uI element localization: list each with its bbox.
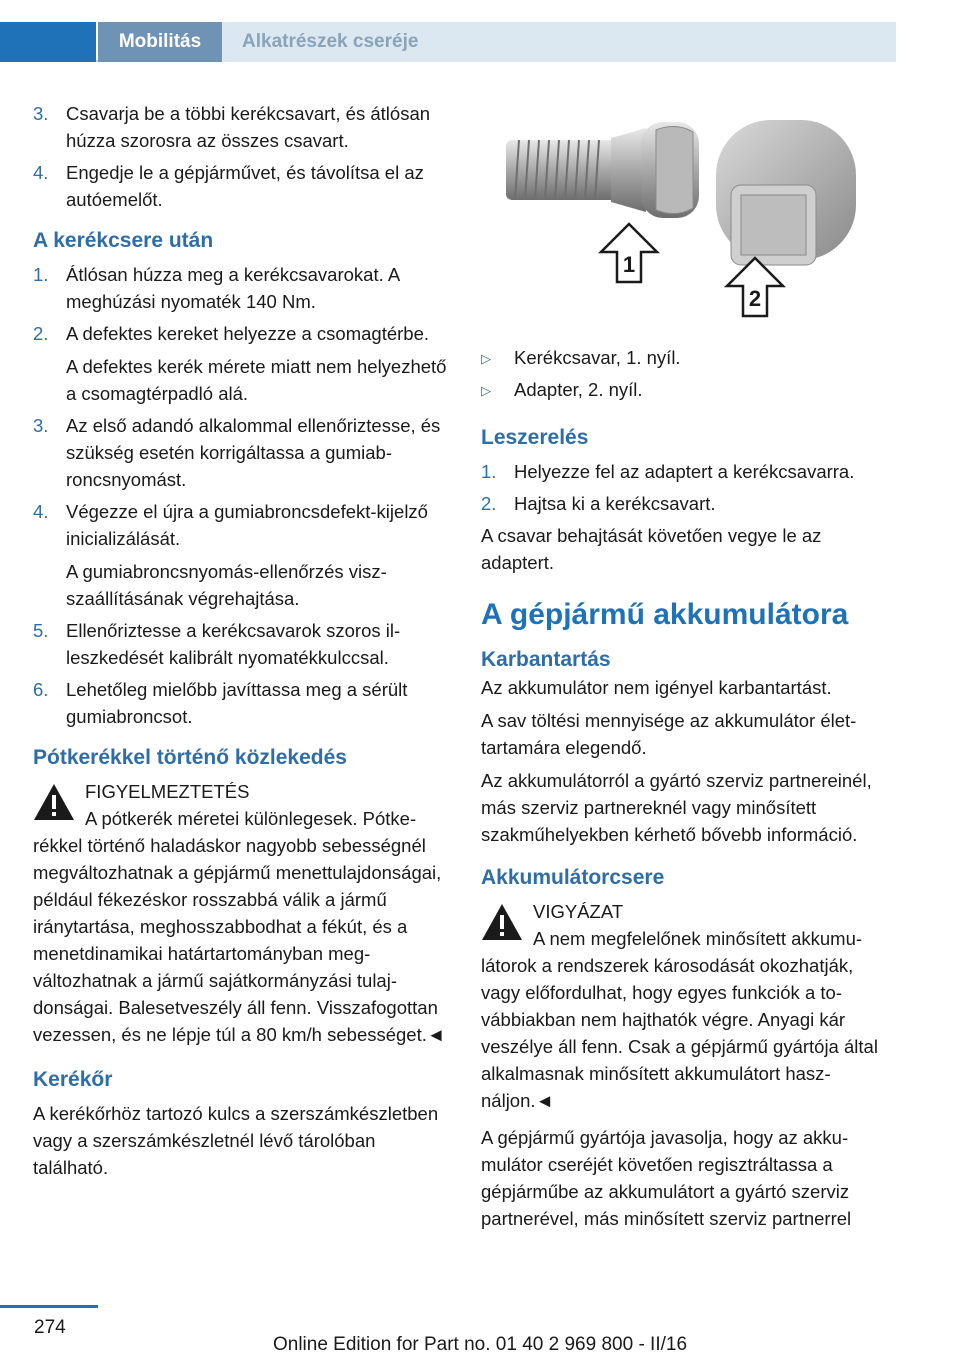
bullet-text: Adapter, 2. nyíl. <box>514 379 643 400</box>
step-text: Lehetőleg mielőbb javíttassa meg a sérült gumiabroncsot. <box>66 679 408 727</box>
bullet-triangle-icon: ▷ <box>481 351 491 366</box>
chapter-heading-battery: A gépjármű akkumulátora <box>481 598 849 631</box>
wheel-bolt-icon <box>506 122 699 218</box>
footer-edition <box>0 1334 960 1356</box>
step-text: Az első adandó alkalommal ellenőriztesse, és szükség esetén korrigáltassa a gumiabroncsnyomást. <box>66 415 441 490</box>
step-item <box>33 498 447 612</box>
bullet-triangle-icon: ▷ <box>481 383 491 398</box>
step-number: 3. <box>33 103 49 124</box>
step-text: Végezze el újra a gumiabroncsdefekt-kijelző inicializálását. <box>66 501 428 549</box>
step-item <box>481 490 896 517</box>
warning-block <box>33 778 447 1048</box>
step-number: 2. <box>33 323 49 344</box>
step-number: 1. <box>33 264 49 285</box>
caution-block <box>481 898 896 1114</box>
step-text: A defektes kereket helyezze a csomagtérbe. <box>66 323 430 344</box>
figure-label-2: 2 <box>748 286 762 311</box>
step-item <box>481 458 896 485</box>
section-heading-wheel-lock: Kerékőr <box>33 1068 113 1091</box>
step-item <box>33 100 447 154</box>
figure-label-1: 1 <box>622 252 636 277</box>
section-heading-after-change: A kerékcsere után <box>33 229 214 252</box>
bolt-adapter-illustration <box>481 100 896 332</box>
caution-text: A nem megfelelőnek minősített akkumulátorok a rendszerek károsodását okozhatják, vagy előfordulhat, hogy egyes funkciók a továbbiakban nem hajthatók végre. Anyagi kár veszélye áll fenn. Csak a gépjármű gyártója által alkalmasnak minősített akkumulátort használjon.◄ <box>481 928 878 1111</box>
header-chapter-tab[interactable]: Mobilitás <box>98 22 222 62</box>
section-heading-battery-replacement: Akkumulátorcsere <box>481 866 665 889</box>
bullet-item <box>481 344 896 372</box>
section-heading-maintenance: Karbantartás <box>481 648 611 671</box>
replacement-text: A gépjármű gyártója javasolja, hogy az akkumulátor cseréjét követően regisztráltassa a gépjárműbe az akkumulátort a gyártó szerviz partnerével, más minősített szerviz partnerrel <box>481 1127 852 1229</box>
warning-triangle-icon <box>33 782 75 822</box>
adapter-icon <box>716 120 856 265</box>
step-number: 4. <box>33 162 49 183</box>
step-item <box>33 261 447 315</box>
caution-title: VIGYÁZAT <box>533 901 624 922</box>
step-text: Hajtsa ki a kerékcsavart. <box>514 493 716 514</box>
page-number-rule <box>0 1305 98 1308</box>
step-item <box>33 159 447 213</box>
step-number: 4. <box>33 501 49 522</box>
step-text: Csavarja be a többi kerékcsavart, és átlósan húzza szorosra az összes csavart. <box>66 103 431 151</box>
step-subtext: A defektes kerék mérete miatt nem helyezhető a csomagtérpadló alá. <box>66 356 447 404</box>
section-heading-removal: Leszerelés <box>481 426 589 449</box>
maintenance-text-2: A sav töltési mennyisége az akkumulátor élettartamára elegendő. <box>481 710 857 758</box>
step-text: Ellenőriztesse a kerékcsavarok szoros illeszkedését kalibrált nyomatékkulccsal. <box>66 620 401 668</box>
step-text: Helyezze fel az adaptert a kerékcsavarra. <box>514 461 855 482</box>
step-item <box>33 412 447 493</box>
step-item <box>33 676 447 730</box>
bullet-item <box>481 376 896 404</box>
maintenance-text-3: Az akkumulátorról a gyártó szerviz partnereinél, más szerviz partnereknél vagy minősített szakműhelyekben kérhető bővebb információ. <box>481 770 872 845</box>
step-number: 3. <box>33 415 49 436</box>
removal-text: A csavar behajtását követően vegye le az adaptert. <box>481 525 822 573</box>
warning-text: A pótkerék méretei különlegesek. Pótkerékkel történő haladáskor nagyobb sebességnél megváltozhatnak a gépjármű menettulajdonságai, például fékezéskor rosszabbá válik a jármű iránytartása, meghosszabbodhat a fékút, és a menetdinamikai határtartományban megváltozhatnak a jármű sajátkormányzási tulajdonságai. Balesetveszély áll fenn. Visszafogottan vezessen, és ne lépje túl a 80 km/h sebességet.◄ <box>33 808 446 1045</box>
step-number: 5. <box>33 620 49 641</box>
warning-triangle-icon <box>481 902 523 942</box>
header-section-tab[interactable]: Alkatrészek cseréje <box>222 22 896 62</box>
step-number: 1. <box>481 461 497 482</box>
footer-edition-text: Online Edition for Part no. 01 40 2 969 800 - II/16 <box>272 1334 688 1355</box>
page-header <box>0 22 896 62</box>
bolt-adapter-figure <box>481 100 896 332</box>
bullet-text: Kerékcsavar, 1. nyíl. <box>514 347 681 368</box>
step-number: 6. <box>33 679 49 700</box>
right-column <box>481 100 896 1238</box>
wheel-lock-text: A kerékőrhöz tartozó kulcs a szerszámkészletben vagy a szerszámkészletnél lévő tárolóban található. <box>33 1103 439 1178</box>
step-subtext: A gumiabroncsnyomás-ellenőrzés viszszaállításának végrehajtása. <box>66 561 387 609</box>
left-column <box>33 100 447 1187</box>
step-number: 2. <box>481 493 497 514</box>
step-text: Engedje le a gépjárművet, és távolítsa el az autóemelőt. <box>66 162 424 210</box>
step-item <box>33 617 447 671</box>
header-accent-bar <box>0 22 96 62</box>
step-text: Átlósan húzza meg a kerékcsavarokat. A meghúzási nyomaték 140 Nm. <box>66 264 400 312</box>
maintenance-text-1: Az akkumulátor nem igényel karbantartást. <box>481 677 832 698</box>
warning-title: FIGYELMEZTETÉS <box>85 781 250 802</box>
step-item <box>33 320 447 407</box>
page-number: 274 <box>34 1317 66 1338</box>
section-heading-spare-wheel: Pótkerékkel történő közlekedés <box>33 746 347 769</box>
